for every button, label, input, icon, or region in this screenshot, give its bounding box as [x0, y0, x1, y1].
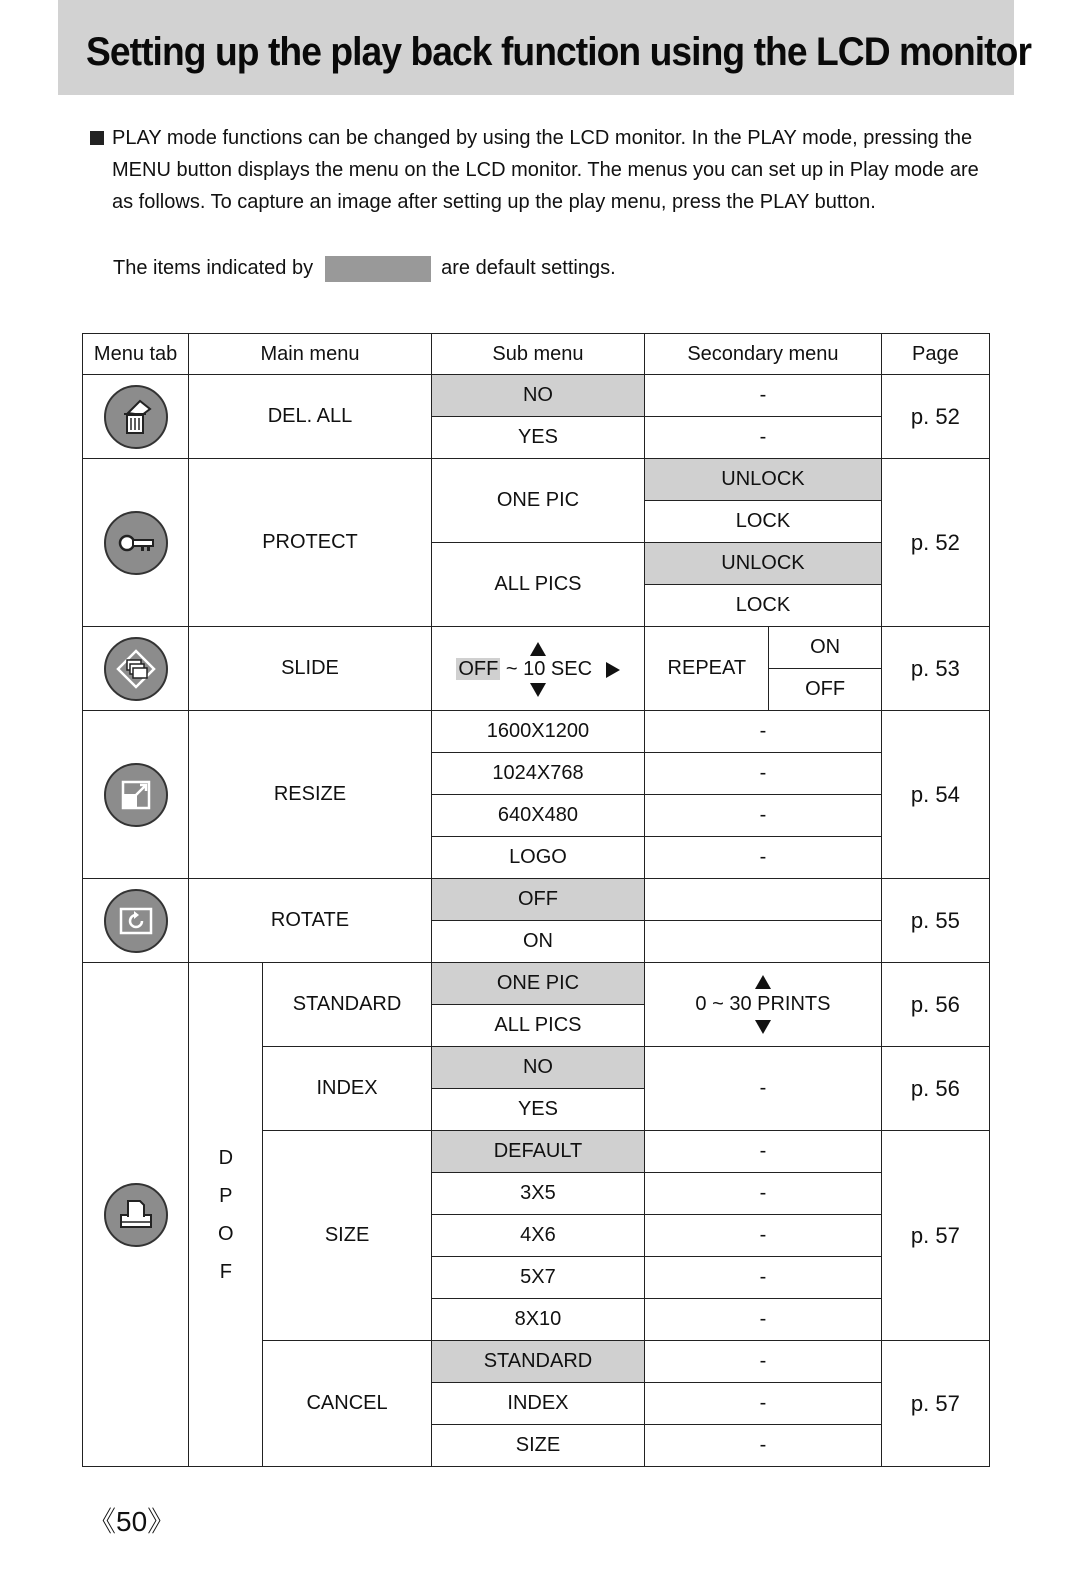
dpof-letter: F [219, 1260, 232, 1283]
secondary-menu-item: - [645, 711, 882, 753]
resize-icon [104, 763, 168, 827]
slide-off-value: OFF [458, 658, 499, 680]
secondary-menu-item: LOCK [645, 501, 882, 543]
secondary-menu-prints [645, 963, 882, 1047]
sub-menu-item: 5X7 [431, 1257, 644, 1299]
sub-menu-slide-interval [431, 627, 644, 711]
header-main-menu: Main menu [189, 334, 432, 375]
dpof-label [189, 963, 263, 1467]
dpof-letter: O [218, 1222, 234, 1245]
page-ref: p. 52 [881, 375, 989, 459]
default-setting-swatch [325, 256, 431, 282]
secondary-menu-item: - [645, 1425, 882, 1467]
sub-menu-item: SIZE [431, 1425, 644, 1467]
sub-menu-item: STANDARD [431, 1341, 644, 1383]
menu-tab-cell [83, 879, 189, 963]
sub-menu-item: ALL PICS [431, 543, 644, 627]
legend-after-text: are default settings. [441, 257, 616, 279]
secondary-menu-item: - [645, 1173, 882, 1215]
menu-tab-cell [83, 459, 189, 627]
header-page: Page [881, 334, 989, 375]
right-arrow-icon [606, 662, 620, 678]
page-ref: p. 57 [881, 1341, 989, 1467]
sub-menu-item: NO [431, 1047, 644, 1089]
repeat-option: OFF [769, 669, 881, 711]
main-menu-resize: RESIZE [189, 711, 432, 879]
page-ref: p. 53 [881, 627, 989, 711]
page-ref: p. 56 [881, 1047, 989, 1131]
sub-menu-item: ALL PICS [431, 1005, 644, 1047]
page-number: 《50》 [88, 1506, 176, 1537]
secondary-menu-repeat: REPEAT [645, 627, 769, 711]
sub-menu-item: INDEX [431, 1383, 644, 1425]
main-menu-rotate: ROTATE [189, 879, 432, 963]
slide-interval-text: ~ 10 SEC [505, 658, 593, 680]
protect-key-icon [104, 511, 168, 575]
up-arrow-icon [755, 975, 771, 989]
sub-menu-item: 4X6 [431, 1215, 644, 1257]
legend-before-text: The items indicated by [113, 257, 314, 279]
secondary-menu-item [645, 879, 882, 921]
dpof-print-icon [104, 1183, 168, 1247]
sub-menu-item: ONE PIC [431, 459, 644, 543]
secondary-menu-item: - [645, 795, 882, 837]
sub-menu-item: 640X480 [431, 795, 644, 837]
sub-menu-item: YES [431, 1089, 644, 1131]
main-menu-standard: STANDARD [263, 963, 431, 1047]
page-ref: p. 55 [881, 879, 989, 963]
sub-menu-item: 1024X768 [431, 753, 644, 795]
page-ref: p. 52 [881, 459, 989, 627]
dpof-letter: D [218, 1146, 234, 1169]
secondary-menu-item: - [645, 1383, 882, 1425]
secondary-menu-item: - [645, 1131, 882, 1173]
sub-menu-item: 3X5 [431, 1173, 644, 1215]
header-menu-tab: Menu tab [83, 334, 189, 375]
page-ref: p. 54 [881, 711, 989, 879]
secondary-menu-item: - [645, 1299, 882, 1341]
sub-menu-item: 8X10 [431, 1299, 644, 1341]
main-menu-del-all: DEL. ALL [189, 375, 432, 459]
secondary-menu-item: LOCK [645, 585, 882, 627]
table-row [83, 375, 990, 417]
main-menu-cancel: CANCEL [263, 1341, 431, 1467]
secondary-menu-item [645, 921, 882, 963]
secondary-menu-item: - [645, 837, 882, 879]
table-row [83, 711, 990, 753]
menu-tab-cell [83, 963, 189, 1467]
menu-tab-cell [83, 627, 189, 711]
menu-tab-cell [83, 711, 189, 879]
slide-show-icon [104, 637, 168, 701]
down-arrow-icon [755, 1020, 771, 1034]
sub-menu-item: OFF [431, 879, 644, 921]
dpof-letter: P [219, 1184, 233, 1207]
secondary-menu-item: - [645, 1047, 882, 1131]
rotate-icon [104, 889, 168, 953]
page-title: Setting up the play back function using the LCD monitor [86, 30, 1031, 74]
intro-text: PLAY mode functions can be changed by using the LCD monitor. In the PLAY mode, pressing the MENU button displays the menu on the LCD monitor. The menus you can set up in Play mode are as follows. To capture an image after setting up the play menu, press the PLAY button. [112, 127, 979, 213]
table-row [83, 459, 990, 501]
sub-menu-item: ON [431, 921, 644, 963]
secondary-menu-item: - [645, 1257, 882, 1299]
sub-menu-item: 1600X1200 [431, 711, 644, 753]
secondary-menu-item: - [645, 753, 882, 795]
table-row [83, 879, 990, 921]
delete-all-icon [104, 385, 168, 449]
header-sub-menu: Sub menu [431, 334, 644, 375]
page-ref: p. 57 [881, 1131, 989, 1341]
table-row [83, 627, 990, 669]
sub-menu-item: LOGO [431, 837, 644, 879]
secondary-menu-item: - [645, 1215, 882, 1257]
sub-menu-item: ONE PIC [431, 963, 644, 1005]
sub-menu-item: DEFAULT [431, 1131, 644, 1173]
intro-paragraph [90, 122, 990, 218]
legend [113, 252, 616, 284]
main-menu-index: INDEX [263, 1047, 431, 1131]
bullet-square-icon [90, 131, 104, 145]
table-row [83, 963, 990, 1005]
repeat-option: ON [769, 627, 881, 669]
secondary-menu-item: - [645, 417, 882, 459]
up-arrow-icon [530, 642, 546, 656]
page-ref: p. 56 [881, 963, 989, 1047]
menu-tab-cell [83, 375, 189, 459]
secondary-menu-item: UNLOCK [645, 459, 882, 501]
main-menu-protect: PROTECT [189, 459, 432, 627]
main-menu-slide: SLIDE [189, 627, 432, 711]
play-menu-table [82, 333, 990, 1467]
secondary-menu-item: - [645, 1341, 882, 1383]
table-header-row [83, 334, 990, 375]
prints-range: 0 ~ 30 PRINTS [695, 993, 831, 1015]
sub-menu-item: YES [431, 417, 644, 459]
down-arrow-icon [530, 683, 546, 697]
sub-menu-item: NO [431, 375, 644, 417]
header-secondary-menu: Secondary menu [645, 334, 882, 375]
secondary-menu-item: - [645, 375, 882, 417]
main-menu-size: SIZE [263, 1131, 431, 1341]
secondary-menu-item: UNLOCK [645, 543, 882, 585]
